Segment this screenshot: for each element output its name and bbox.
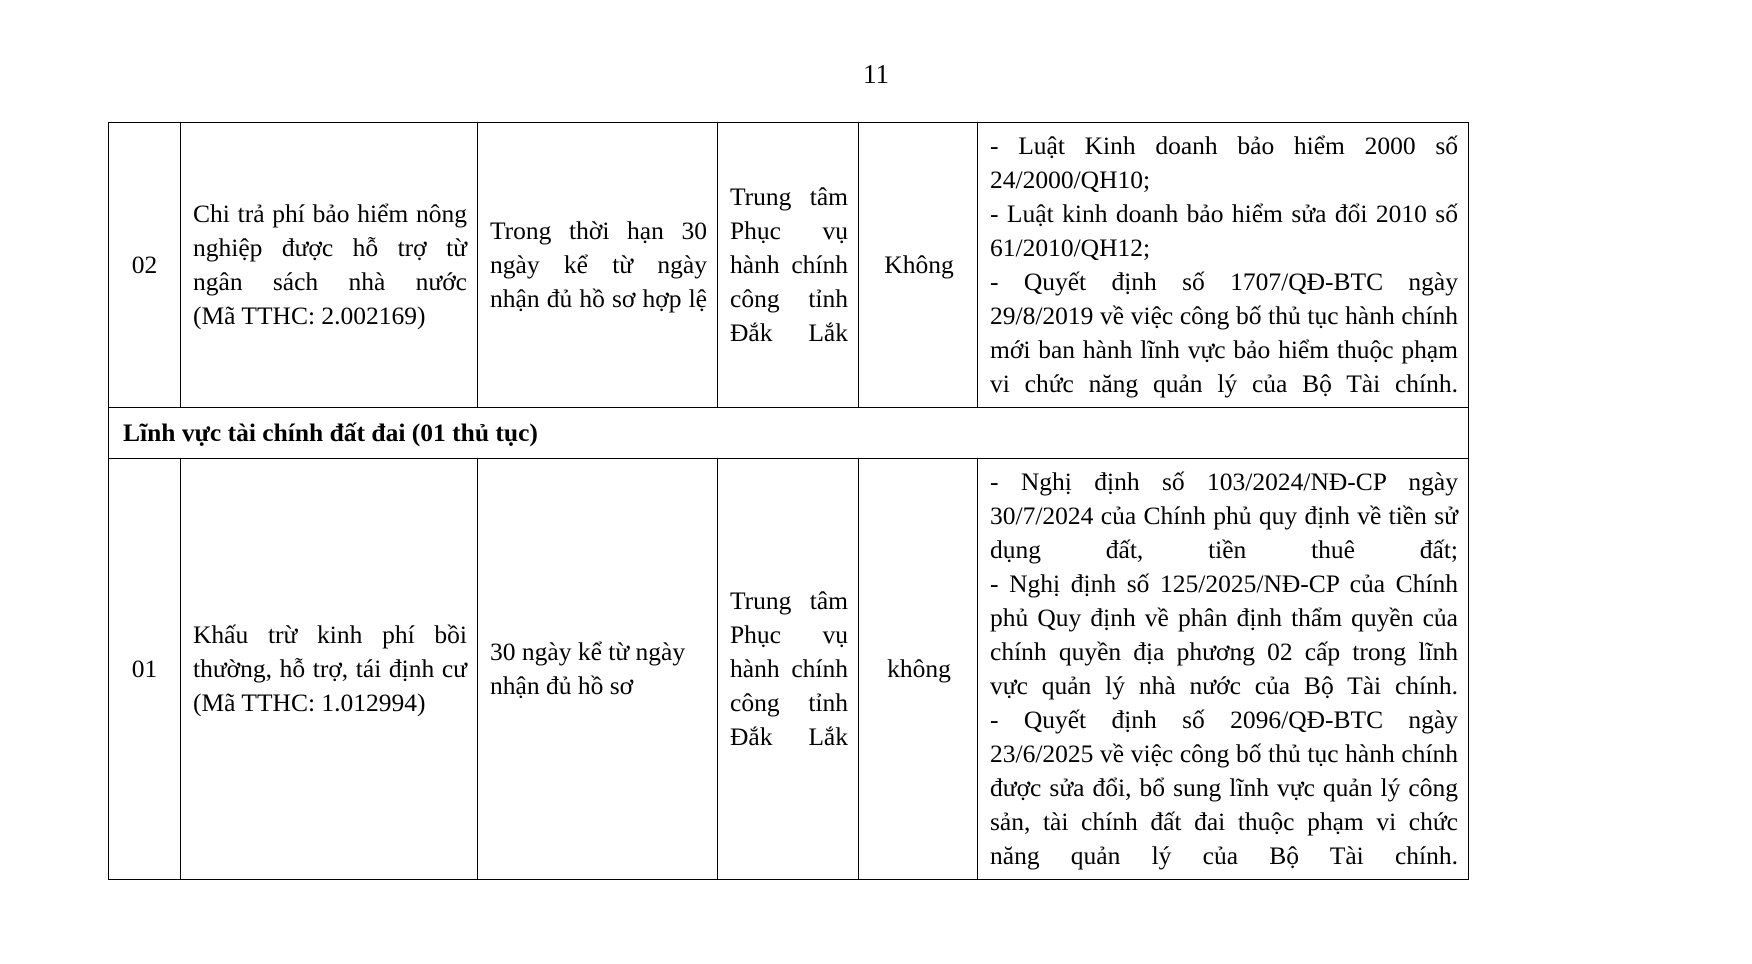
table-row (109, 459, 1469, 880)
legal-basis-item: - Luật Kinh doanh bảo hiểm 2000 số 24/2000/QH10; (990, 131, 1458, 194)
procedure-name-cell (181, 459, 478, 880)
procedure-name-cell (181, 123, 478, 408)
place-cell (718, 459, 859, 880)
table-row (109, 123, 1469, 408)
legal-basis-item: - Quyết định số 1707/QĐ-BTC ngày 29/8/2019 về việc công bố thủ tục hành chính mới ban hành lĩnh vực bảo hiểm thuộc phạm vi chức năng quản lý của Bộ Tài chính. (990, 267, 1458, 398)
section-heading-text: Lĩnh vực tài chính đất đai (01 thủ tục) (109, 408, 1469, 459)
section-heading-row (109, 408, 1469, 459)
procedure-code-text: (Mã TTHC: 2.002169) (193, 301, 426, 330)
procedure-name-text: Khấu trừ kinh phí bồi thường, hỗ trợ, tái định cư (193, 620, 467, 683)
row-number-cell: 02 (109, 123, 181, 408)
page-number: 11 (863, 59, 889, 89)
legal-basis-item: - Nghị định số 103/2024/NĐ-CP ngày 30/7/2024 của Chính phủ quy định về tiền sử dụng đất, tiền thuê đất; (990, 467, 1458, 564)
place-text: Trung tâm Phục vụ hành chính công tỉnh Đắk Lắk (730, 182, 848, 347)
row-number-cell: 01 (109, 459, 181, 880)
fee-cell: Không (859, 123, 978, 408)
processing-time-text: 30 ngày kể từ ngày nhận đủ hồ sơ (490, 637, 686, 700)
place-text: Trung tâm Phục vụ hành chính công tỉnh Đắk Lắk (730, 586, 848, 751)
processing-time-cell (478, 459, 718, 880)
legal-basis-item: - Nghị định số 125/2025/NĐ-CP của Chính phủ Quy định về phân định thẩm quyền của chính quyền địa phương 02 cấp trong lĩnh vực quản lý nhà nước của Bộ Tài chính. (990, 569, 1458, 700)
legal-basis-item: - Quyết định số 2096/QĐ-BTC ngày 23/6/2025 về việc công bố thủ tục hành chính được sửa đổi, bổ sung lĩnh vực quản lý công sản, tài chính đất đai thuộc phạm vi chức năng quản lý của Bộ Tài chính. (990, 705, 1458, 870)
legal-basis-item: - Luật kinh doanh bảo hiểm sửa đổi 2010 số 61/2010/QH12; (990, 199, 1458, 262)
administrative-procedures-table (108, 122, 1469, 880)
legal-basis-cell (978, 123, 1469, 408)
processing-time-text: Trong thời hạn 30 ngày kể từ ngày nhận đủ hồ sơ hợp lệ (490, 216, 707, 313)
place-cell (718, 123, 859, 408)
fee-cell: không (859, 459, 978, 880)
processing-time-cell (478, 123, 718, 408)
legal-basis-cell (978, 459, 1469, 880)
procedure-name-text: Chi trả phí bảo hiểm nông nghiệp được hỗ trợ từ ngân sách nhà nước (193, 199, 467, 296)
procedure-code-text: (Mã TTHC: 1.012994) (193, 688, 426, 717)
